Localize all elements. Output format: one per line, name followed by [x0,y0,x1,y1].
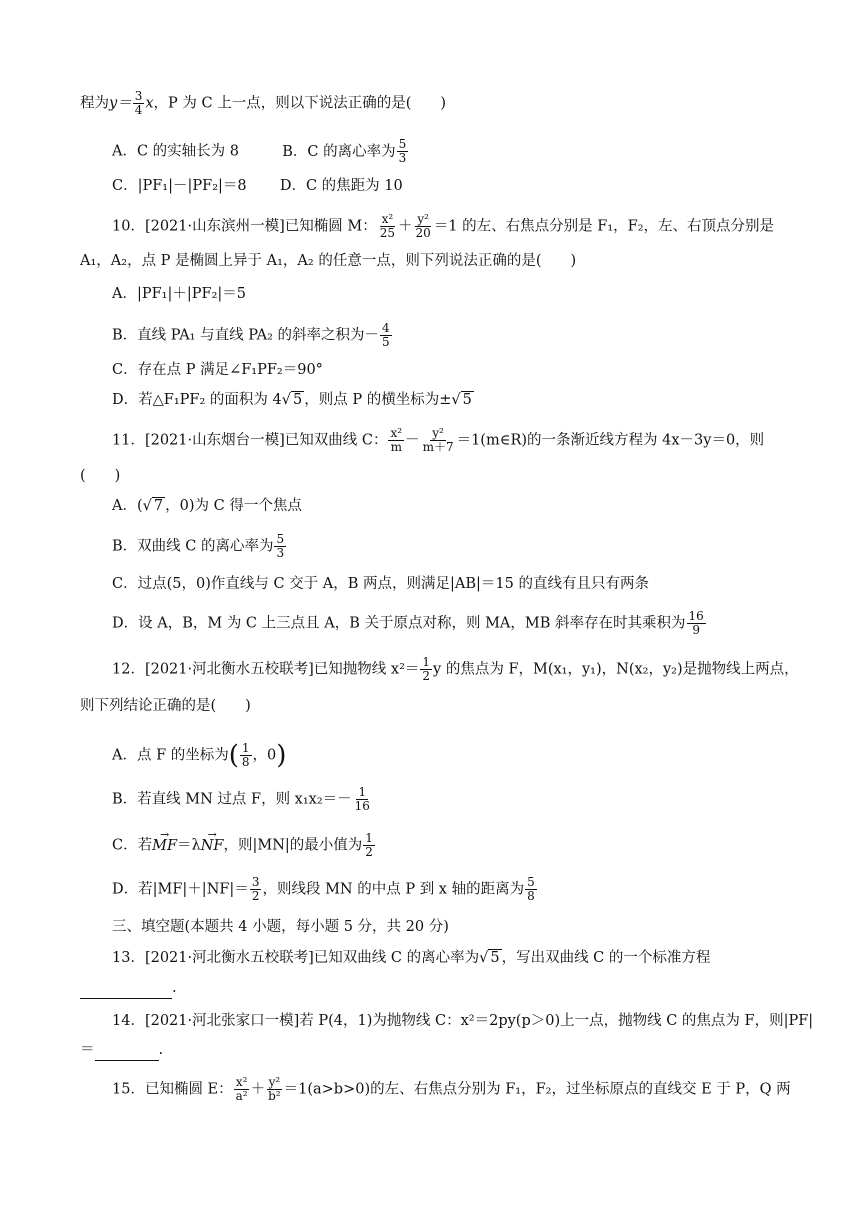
q9-options-row1 [112,138,782,165]
q11-option-c: C．过点(5，0)作直线与 C 交于 A，B 两点，则满足|AB|＝15 的直线有且只有两条 [112,576,649,592]
q11-stem-line2: ( ) [80,468,121,484]
answer-blank[interactable] [95,1040,159,1061]
q15-stem-line1: 15．已知椭圆 E： $\frac{\text{x²}}{\text{a²}}$ ＋ $\frac{\text{y²}}{\text{b²}}$ ＝1(a>b>0)的左、右焦点分别为 F₁，F₂，过坐标原点的直线交 E 于 P，Q 两 [112,1075,791,1103]
q12-stem-line2: 则下列结论正确的是( ) [80,698,251,714]
fraction: $\frac{3}{4}$ [134,89,143,117]
question-number: 10． [112,218,145,235]
q12-option-c: C．若→ MF＝λ→ NF，则|MN|的最小值为 $\frac{1}{2}$ [112,832,782,859]
q13-answer-line: . [80,978,782,999]
q10-option-c: C．存在点 P 满足∠F₁PF₂＝90° [112,362,323,378]
q9-option-b: B．C 的离心率为 $\frac{5}{3}$ [282,137,407,165]
q12-stem-line1: 12．[2021·河北衡水五校联考]已知抛物线 x²＝ $\frac{1}{2}$ y 的焦点为 F，M(x₁，y₁)，N(x₂，y₂)是抛物线上两点， [112,655,799,683]
question-number: 15． [112,1081,145,1098]
q11-option-b: B．双曲线 C 的离心率为 $\frac{5}{3}$ [112,532,285,560]
section-heading: 三、填空题(本题共 4 小题，每小题 5 分，共 20 分) [112,919,449,935]
q13-stem-line1: 13．[2021·河北衡水五校联考]已知双曲线 C 的离心率为√ 5 ，写出双曲线 C 的一个标准方程 [112,950,711,966]
q9-stem-line: 程为y＝ $\frac{3}{4}$ x，P 为 C 上一点，则以下说法正确的是( ) [80,89,447,117]
q11-stem-line1: 11．[2021·山东烟台一模]已知双曲线 C： $\frac{\text{x²}}{m}$ － $\frac{\text{y²}}{m+7}$ ＝1(m∈R)的一条渐近线方程为 4x－3y＝0，则 [112,426,765,454]
question-number: 11． [112,432,145,449]
q12-option-b: B．若直线 MN 过点 F，则 x₁x₂＝－ $\frac{1}{16}$ [112,785,370,813]
question-number: 14． [112,1013,145,1029]
q14-answer-line: ＝ . [80,1040,782,1061]
answer-blank[interactable] [80,978,172,999]
q9-option-a: A．C 的实轴长为 8 [112,143,240,160]
q9-option-c: C．|PF₁|－|PF₂|＝8 [112,178,247,194]
question-number: 12． [112,661,145,678]
q10-option-b: B．直线 PA₁ 与直线 PA₂ 的斜率之积为－ $\frac{4}{5}$ [112,321,390,349]
q10-stem-line2: A₁，A₂，点 P 是椭圆上异于 A₁，A₂ 的任意一点，则下列说法正确的是( ) [80,253,577,269]
question-source: [2021·河北张家口一模] [144,1013,300,1029]
q12-option-a: A．点 F 的坐标为( $\frac{1}{8}$ ，0) [112,740,287,771]
q10-stem-line1: 10．[2021·山东滨州一模]已知椭圆 M： $\frac{\text{x²}}{25}$ ＋ $\frac{\text{y²}}{20}$ ＝1 的左、右焦点分别是 F₁，F₂，左、右顶点分别是 [112,212,775,240]
q10-option-d: D．若△F₁PF₂ 的面积为 4√ 5 ，则点 P 的横坐标为±√ 5 [112,392,472,408]
q14-stem-line1: 14．[2021·河北张家口一模]若 P(4，1)为抛物线 C：x²＝2py(p＞0)上一点，抛物线 C 的焦点为 F，则|PF| [112,1013,814,1029]
question-source: [2021·山东烟台一模] [144,432,285,449]
q10-option-a: A．|PF₁|＋|PF₂|＝5 [112,286,246,302]
q11-option-d: D．设 A，B，M 为 C 上三点且 A，B 关于原点对称，则 MA，MB 斜率存在时其乘积为 $\frac{16}{9}$ [112,609,704,637]
q12-option-d: D．若|MF|＋|NF|＝ $\frac{3}{2}$ ，则线段 MN 的中点 P 到 x 轴的距离为 $\frac{5}{8}$ [112,875,535,903]
q9-options-row2 [112,176,782,196]
question-number: 13． [112,950,145,966]
q11-option-a: A．(√ 7 ，0)为 C 得一个焦点 [112,498,302,514]
q9-option-d: D．C 的焦距为 10 [279,178,403,194]
question-source: [2021·河北衡水五校联考] [144,661,314,678]
question-source: [2021·河北衡水五校联考] [144,950,314,966]
question-source: [2021·山东滨州一模] [144,218,285,235]
